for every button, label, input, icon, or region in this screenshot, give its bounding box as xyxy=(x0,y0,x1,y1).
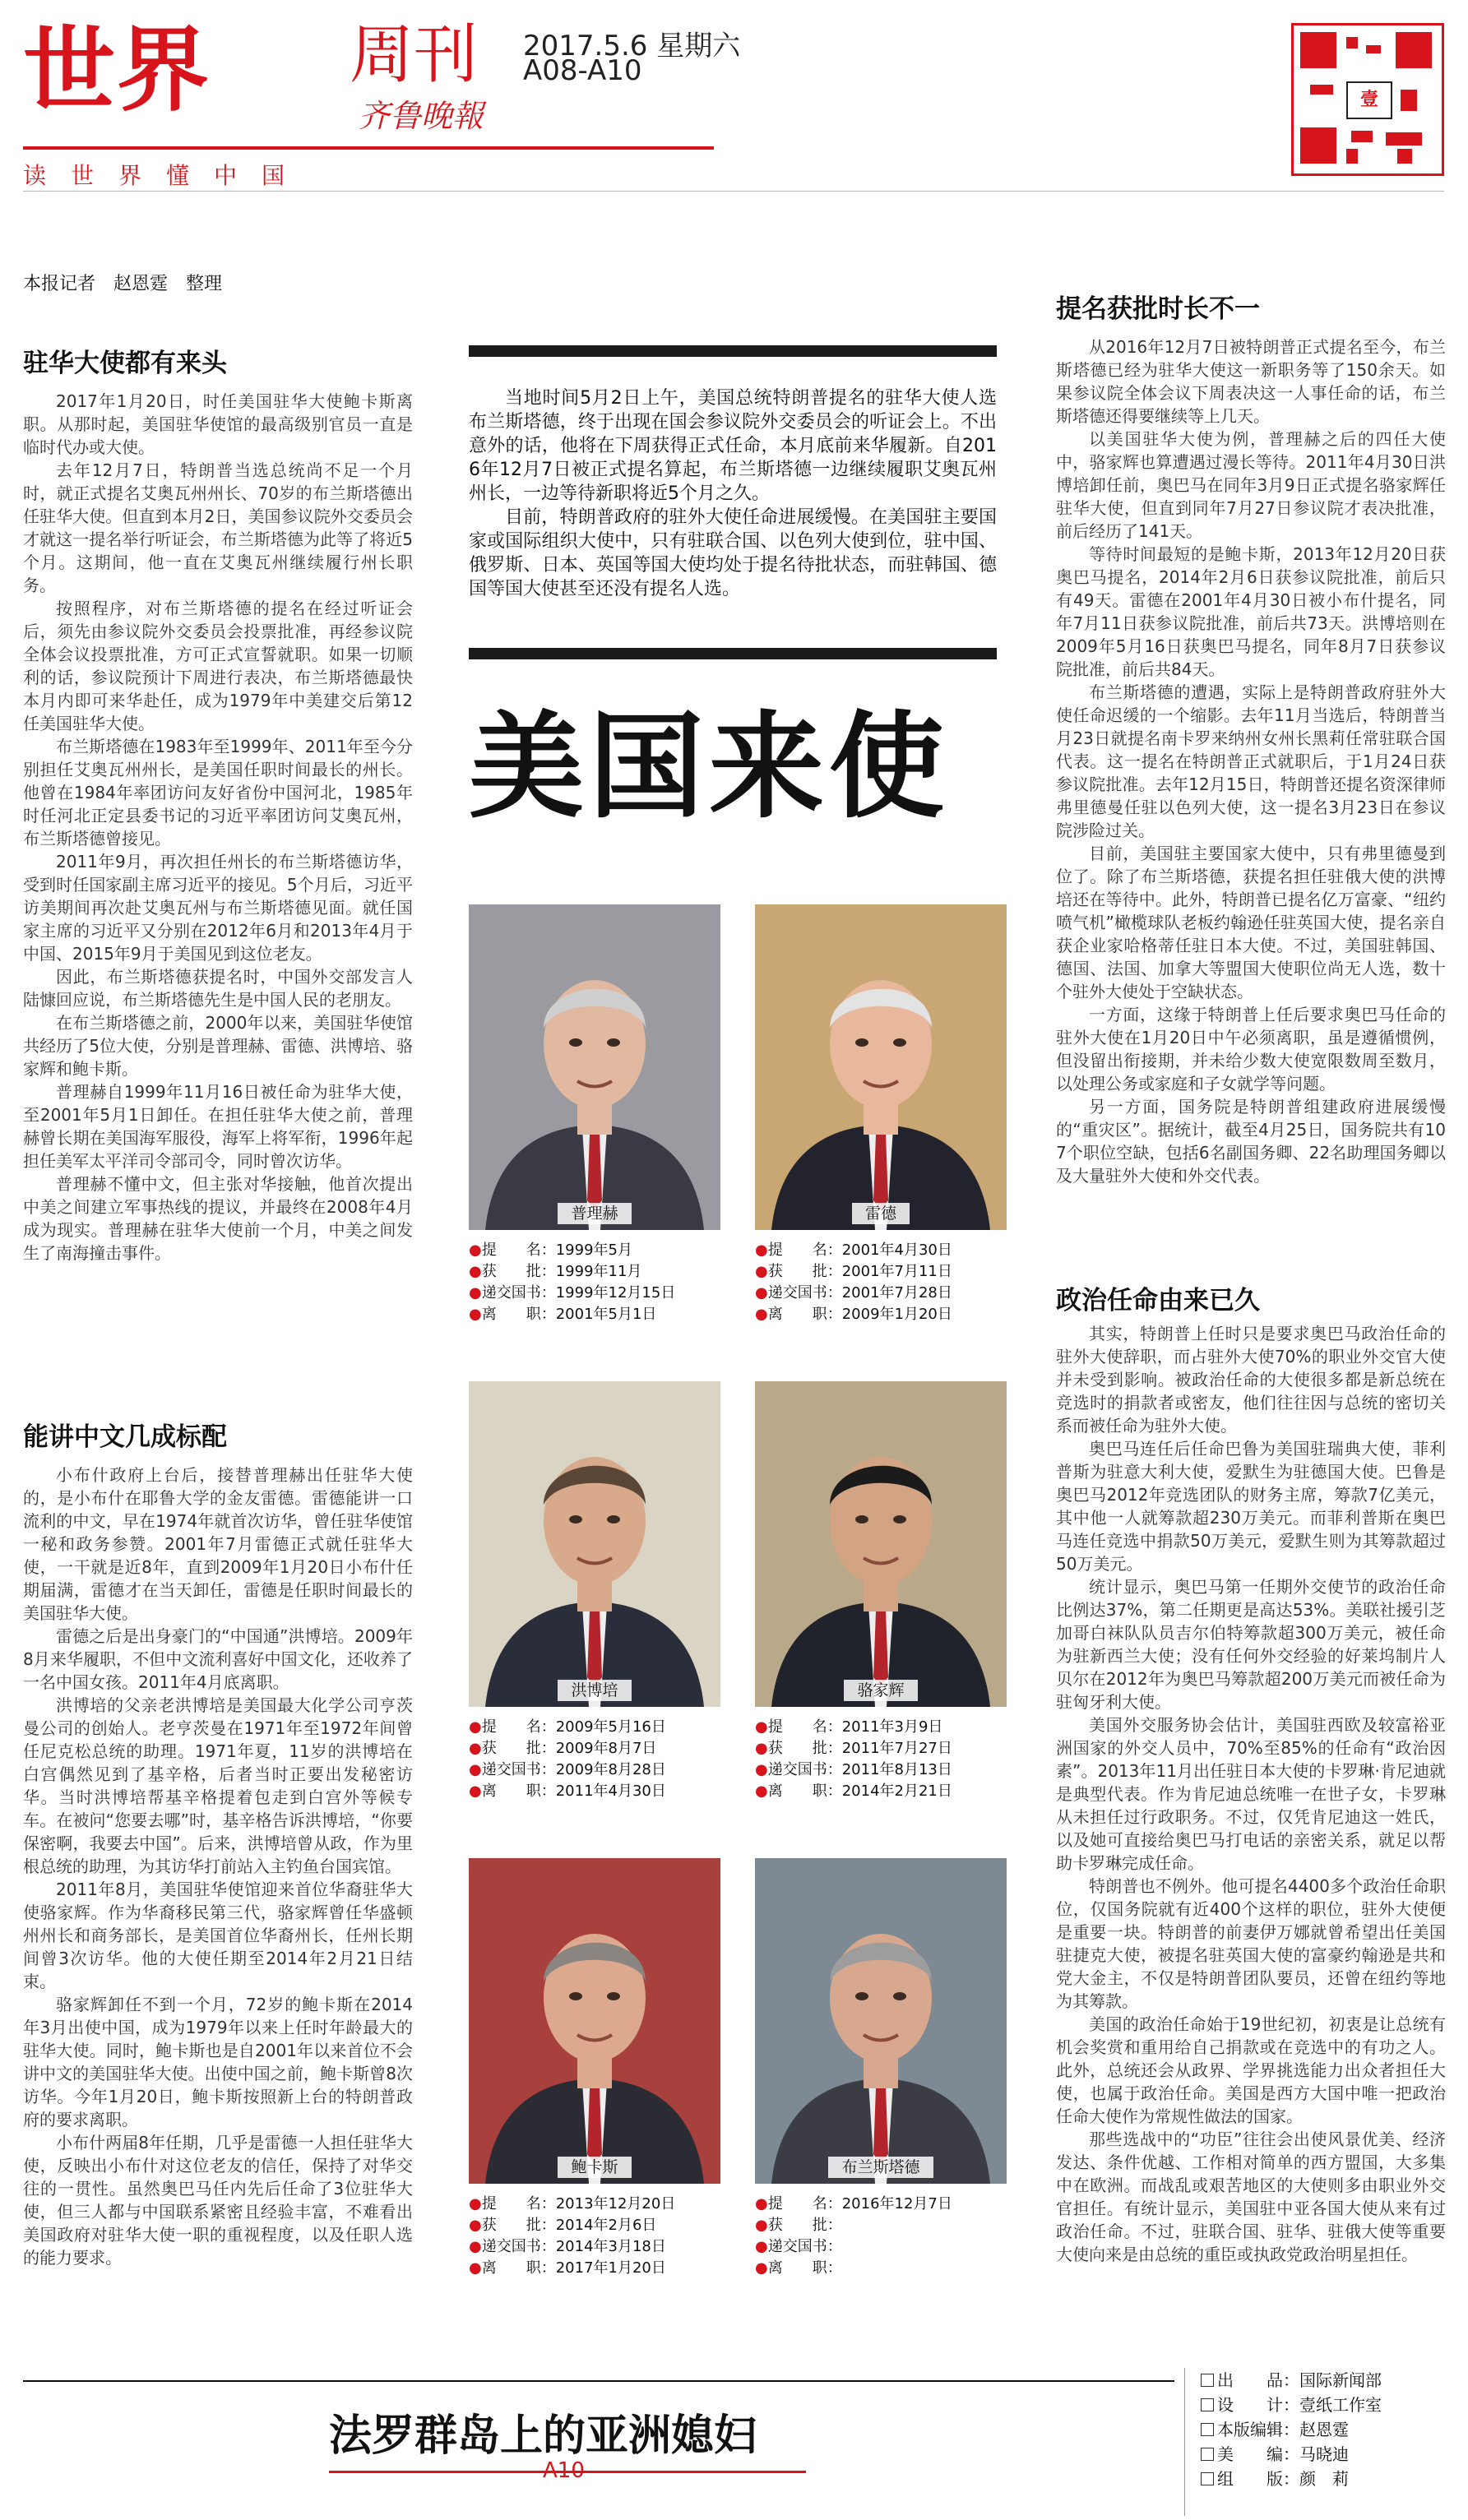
ambassador-photo xyxy=(755,904,1007,1230)
paragraph: 小布什政府上台后，接替普理赫出任驻华大使的，是小布什在耶鲁大学的金友雷德。雷德能讲一口流利的中文，早在1974年就首次访华，曾任驻华使馆一秘和政务参赞。2001年7月雷德正式就任驻华大使，一干就是近8年，直到2009年1月20日小布什任期届满，雷德才在当天卸任，雷德是任职时间最长的美国驻华大使。 xyxy=(23,1465,413,1623)
masthead-logo: 世界 xyxy=(23,17,211,124)
timeline-row-left: ●离 职：2001年5月1日 xyxy=(469,1306,657,1323)
bullet-icon: ● xyxy=(469,2259,482,2277)
timeline-row-approved: ●获 批：2011年7月27日 xyxy=(755,1740,952,1757)
paragraph: 奥巴马连任后任命巴鲁为美国驻瑞典大使，菲利普斯为驻意大利大使，爱默生为驻德国大使。巴鲁是奥巴马2012年竞选团队的财务主席，筹款7亿美元，其中他一人就筹款超230万美元。而菲利普斯在奥巴马连任竞选中捐款50万美元，爱默生则为其筹款超过50万美元。 xyxy=(1056,1439,1446,1574)
paragraph: 另一方面，国务院是特朗普组建政府进展缓慢的“重灾区”。据统计，截至4月25日，国务院共有107个职位空缺，包括6名副国务卿、22名助理国务卿以及大量驻外大使和外交代表。 xyxy=(1056,1097,1446,1186)
lead-bottom-bar xyxy=(469,648,997,659)
ambassador-timeline xyxy=(469,1717,720,1802)
portrait-caption: 鲍卡斯 xyxy=(469,2155,720,2177)
paragraph: 按照程序，对布兰斯塔德的提名在经过听证会后，须先由参议院外交委员会投票批准，再经参议院全体会议投票批准，方可正式宣誓就职。如果一切顺利的话，参议院预计下周进行表决，布兰斯塔德最快本月内即可来华赴任，成为1979年中美建交后第12任美国驻华大使。 xyxy=(23,599,413,733)
paragraph: 以美国驻华大使为例，普理赫之后的四任大使中，骆家辉也算遭遇过漫长等待。2011年4月30日洪博培卸任前，奥巴马在同年3月9日正式提名骆家辉任驻华大使，但直到同年7月27日参议院才表决批准，前后经历了141天。 xyxy=(1056,429,1446,541)
bullet-icon: ● xyxy=(469,1782,482,1800)
issue-pages: A08-A10 xyxy=(523,54,642,87)
masthead-slogan: 读世界懂中国 xyxy=(23,162,310,189)
paragraph: 美国外交服务协会估计，美国驻西欧及较富裕亚洲国家的外交人员中，70%至85%的任命有“政治因素”。2013年11月出任驻日本大使的卡罗琳·肯尼迪就是典型代表。作为肯尼迪总统唯一在世子女，卡罗琳从未担任过行政职务。不过，仅凭肯尼迪这一姓氏，以及她可直接给奥巴马打电话的亲密关系，就足以帮助卡罗琳完成任命。 xyxy=(1056,1715,1446,1873)
portrait-image xyxy=(469,1858,720,2184)
paragraph: 2011年8月，美国驻华使馆迎来首位华裔驻华大使骆家辉。作为华裔移民第三代，骆家辉曾任华盛顿州州长和商务部长，是美国首位华裔州长，任州长期间曾3次访华。他的大使任期至2014年2月21日结束。 xyxy=(23,1880,413,1991)
byline: 本报记者 赵恩霆 整理 xyxy=(23,274,223,294)
portrait-image xyxy=(755,1858,1007,2184)
timeline-row-credentials: ●递交国书：2014年3月18日 xyxy=(469,2238,666,2255)
bullet-icon: ● xyxy=(755,1740,768,1757)
bullet-icon: ● xyxy=(469,2238,482,2255)
bullet-icon: ● xyxy=(469,1761,482,1778)
paragraph: 布兰斯塔德在1983年至1999年、2011年至今分别担任艾奥瓦州州长，是美国任职时间最长的州长。他曾在1984年率团访问友好省份中国河北，1985年时任河北正定县委书记的习近平率团访问艾奥瓦州，布兰斯塔德曾接见。 xyxy=(23,737,413,848)
timeline-row-approved: ●获 批：1999年11月 xyxy=(469,1263,642,1280)
paragraph: 特朗普也不例外。他可提名4400多个政治任命职位，仅国务院就有近400个这样的职位，驻外大使便是重要一块。特朗普的前妻伊万娜就曾希望出任美国驻捷克大使，被提名驻英国大使的富豪约翰逊是共和党大金主，不仅是特朗普团队要员，还曾在纽约等地为其筹款。 xyxy=(1056,1876,1446,2011)
credit-line: 组 版：颜 莉 xyxy=(1201,2467,1382,2491)
bullet-icon: ● xyxy=(755,1284,768,1302)
portrait-image xyxy=(755,1381,1007,1707)
bullet-icon: ● xyxy=(755,2195,768,2213)
masthead-rule xyxy=(23,146,714,150)
paragraph: 等待时间最短的是鲍卡斯，2013年12月20日获奥巴马提名，2014年2月6日获参议院批准，前后只有49天。雷德在2001年4月30日被小布什提名，同年7月11日获参议院批准，前后共73天。洪博培则在2009年5月16日获奥巴马提名，同年8月7日获参议院批准，前后共84天。 xyxy=(1056,544,1446,679)
timeline-row-credentials: ●递交国书： xyxy=(755,2238,842,2255)
bullet-icon: ● xyxy=(469,2217,482,2234)
timeline-row-credentials: ●递交国书：2009年8月28日 xyxy=(469,1761,666,1778)
portrait-caption: 普理赫 xyxy=(469,1201,720,1223)
credits-block xyxy=(1201,2368,1382,2491)
bullet-icon: ● xyxy=(469,1306,482,1323)
paragraph: 洪博培的父亲老洪博培是美国最大化学公司亨茨曼公司的创始人。老亨茨曼在1971年至1972年间曾任尼克松总统的助理。1971年夏，11岁的洪博培在白宫偶然见到了基辛格，后者当时正要出发秘密访华。当时洪博培帮基辛格提着包走到白宫外等候专车。在被问“您要去哪”时，基辛格告诉洪博培，“你要保密啊，我要去中国”。后来，洪博培曾从政，作为里根总统的助理，为其访华打前站入主钓鱼台国宾馆。 xyxy=(23,1695,413,1876)
paragraph: 普理赫自1999年11月16日被任命为驻华大使，至2001年5月1日卸任。在担任驻华大使之前，普理赫曾长期在美国海军服役，海军上将军衔，1996年起担任美军太平洋司令部司令，同时曾次访华。 xyxy=(23,1082,413,1171)
qr-badge: 壹 xyxy=(1346,81,1392,119)
timeline-row-approved: ●获 批：2014年2月6日 xyxy=(469,2217,657,2234)
credit-line: 出 品：国际新闻部 xyxy=(1201,2368,1382,2393)
section-body-3 xyxy=(1056,335,1446,1187)
paragraph: 普理赫不懂中文，但主张对华接触，他首次提出中美之间建立军事热线的提议，并最终在2008年4月成为现实。普理赫在驻华大使前一个月，中美之间发生了南海撞击事件。 xyxy=(23,1174,413,1263)
bullet-icon: ● xyxy=(755,1782,768,1800)
paragraph: 小布什两届8年任期，几乎是雷德一人担任驻华大使，反映出小布什对这位老友的信任，保持了对华交往的一贯性。虽然奥巴马任内先后任命了3位驻华大使，但三人都与中国联系紧密且经验丰富，不难看出美国政府对驻华大使一职的重视程度，以及任职人选的能力要求。 xyxy=(23,2133,413,2268)
timeline-row-left: ●离 职：2011年4月30日 xyxy=(469,1782,666,1800)
ambassador-photo xyxy=(755,1858,1007,2184)
teaser-headline[interactable]: 法罗群岛上的亚洲媳妇 xyxy=(329,2411,757,2461)
paragraph: 那些选战中的“功臣”往往会出使风景优美、经济发达、条件优越、工作相对简单的西方盟国，大多集中在欧洲。而战乱或艰苦地区的大使则多由职业外交官担任。有统计显示，美国驻中亚各国大使从来有过政治任命。不过，驻联合国、驻华、驻俄大使等重要大使向来是由总统的重臣或执政党政治明星担任。 xyxy=(1056,2129,1446,2264)
bullet-icon: ● xyxy=(469,1740,482,1757)
paragraph: 当地时间5月2日上午，美国总统特朗普提名的驻华大使人选布兰斯塔德，终于出现在国会参议院外交委员会的听证会上。不出意外的话，他将在下周获得正式任命，本月底前来华履新。自2016年12月7日被正式提名算起，布兰斯塔德一边继续履职艾奥瓦州州长，一边等待新职将近5个月之久。 xyxy=(469,388,997,504)
portrait-image xyxy=(469,1381,720,1707)
portrait-caption: 洪博培 xyxy=(469,1678,720,1700)
section-body-1 xyxy=(23,390,413,1265)
section-title-2: 能讲中文几成标配 xyxy=(23,1422,227,1452)
bullet-icon: ● xyxy=(755,1718,768,1736)
paragraph: 雷德之后是出身豪门的“中国通”洪博培。2009年8月来华履职，不但中文流利喜好中国文化，还收养了一名中国女孩。2011年4月底离职。 xyxy=(23,1626,413,1692)
portrait-image xyxy=(755,904,1007,1230)
bullet-icon: ● xyxy=(469,1242,482,1259)
paragraph: 一方面，这缘于特朗普上任后要求奥巴马任命的驻外大使在1月20日中午必须离职，虽是遵循惯例，但没留出衔接期，并未给少数大使宽限数周至数月，以处理公务或家庭和子女就学等问题。 xyxy=(1056,1005,1446,1094)
paragraph: 因此，布兰斯塔德获提名时，中国外交部发言人陆慷回应说，布兰斯塔德先生是中国人民的老朋友。 xyxy=(23,967,413,1010)
paragraph: 从2016年12月7日被特朗普正式提名至今，布兰斯塔德已经为驻华大使这一新职务等了150余天。如果参议院全体会议下周表决这一人事任命的话，布兰斯塔德还得要继续等上几天。 xyxy=(1056,337,1446,426)
timeline-row-nominated: ●提 名：2013年12月20日 xyxy=(469,2195,676,2213)
paragraph: 布兰斯塔德的遭遇，实际上是特朗普政府驻外大使任命迟缓的一个缩影。去年11月当选后，特朗普当月23日就提名南卡罗来纳州女州长黑莉任常驻联合国代表。这一提名在特朗普正式就职后，于1月24日获参议院批准。去年12月15日，特朗普还提名资深律师弗里德曼任驻以色列大使，这一提名3月23日在参议院涉险过关。 xyxy=(1056,682,1446,840)
lead-top-bar xyxy=(469,345,997,357)
timeline-row-left: ●离 职：2009年1月20日 xyxy=(755,1306,952,1323)
timeline-row-approved: ●获 批：2001年7月11日 xyxy=(755,1263,952,1280)
masthead-paper-name: 齐鲁晚報 xyxy=(359,98,484,134)
timeline-row-credentials: ●递交国书：2011年8月13日 xyxy=(755,1761,952,1778)
paragraph: 目前，特朗普政府的驻外大使任命进展缓慢。在美国驻主要国家或国际组织大使中，只有驻联合国、以色列大使到位，驻中国、俄罗斯、日本、英国等国大使均处于提名待批状态，而驻韩国、德国等国大使甚至还没有提名人选。 xyxy=(469,507,997,599)
qr-code[interactable] xyxy=(1291,23,1444,176)
header-divider xyxy=(23,191,1444,192)
bullet-icon: ● xyxy=(755,2259,768,2277)
ambassador-photo xyxy=(469,1381,720,1707)
ambassador-timeline xyxy=(755,1717,1007,1802)
bullet-icon: ● xyxy=(469,1718,482,1736)
paragraph: 骆家辉卸任不到一个月，72岁的鲍卡斯在2014年3月出使中国，成为1979年以来上任时年龄最大的驻华大使。同时，鲍卡斯也是自2001年以来首位不会讲中文的美国驻华大使。出使中国之前，鲍卡斯曾8次访华。今年1月20日，鲍卡斯按照新上台的特朗普政府的要求离职。 xyxy=(23,1995,413,2129)
ambassador-photo xyxy=(755,1381,1007,1707)
section-title-3: 提名获批时长不一 xyxy=(1056,294,1260,324)
bullet-icon: ● xyxy=(755,2238,768,2255)
paragraph: 其实，特朗普上任时只是要求奥巴马政治任命的驻外大使辞职，而占驻外大使70%的职业外交官大使并未受到影响。被政治任命的大使很多都是新总统在竞选时的捐款者或密友，他们往往因与总统的密切关系而被任命为驻外大使。 xyxy=(1056,1324,1446,1436)
timeline-row-credentials: ●递交国书：2001年7月28日 xyxy=(755,1284,952,1302)
paragraph: 2017年1月20日，时任美国驻华大使鲍卡斯离职。从那时起，美国驻华使馆的最高级别官员一直是临时代办或大使。 xyxy=(23,391,413,457)
section-body-4 xyxy=(1056,1322,1446,2266)
ambassador-timeline xyxy=(755,2194,1007,2279)
portrait-caption: 雷德 xyxy=(755,1201,1007,1223)
timeline-row-left: ●离 职：2014年2月21日 xyxy=(755,1782,952,1800)
bullet-icon: ● xyxy=(469,2195,482,2213)
ambassador-photo xyxy=(469,904,720,1230)
bullet-icon: ● xyxy=(755,1242,768,1259)
bullet-icon: ● xyxy=(755,1761,768,1778)
checkbox-icon xyxy=(1201,2398,1214,2411)
bullet-icon: ● xyxy=(755,1263,768,1280)
teaser-page: A10 xyxy=(543,2458,585,2483)
paragraph: 在布兰斯塔德之前，2000年以来，美国驻华使馆共经历了5位大使，分别是普理赫、雷德、洪博培、骆家辉和鲍卡斯。 xyxy=(23,1013,413,1079)
credit-line: 设 计：壹纸工作室 xyxy=(1201,2393,1382,2417)
paragraph: 2011年9月，再次担任州长的布兰斯塔德访华，受到时任国家副主席习近平的接见。5个月后，习近平访美期间再次赴艾奥瓦州与布兰斯塔德见面。就任国家主席的习近平又分别在2012年6月和2013年4月于中国、2015年9月于美国见到这位老友。 xyxy=(23,852,413,964)
paragraph: 去年12月7日，特朗普当选总统尚不足一个月时，就正式提名艾奥瓦州州长、70岁的布兰斯塔德出任驻华大使。但直到本月2日，美国参议院外交委员会才就这一提名举行听证会，布兰斯塔德为此等了将近5个月。这期间，他一直在艾奥瓦州继续履行州长职务。 xyxy=(23,460,413,595)
credit-line: 本版编辑：赵恩霆 xyxy=(1201,2417,1382,2442)
ambassador-timeline xyxy=(469,1240,720,1325)
headline: 美国来使 xyxy=(469,701,950,835)
timeline-row-nominated: ●提 名：2011年3月9日 xyxy=(755,1718,943,1736)
bullet-icon: ● xyxy=(755,1306,768,1323)
ambassador-timeline xyxy=(469,2194,720,2279)
section-title-1: 驻华大使都有来头 xyxy=(23,349,227,378)
paragraph: 美国的政治任命始于19世纪初，初衷是让总统有机会奖赏和重用给自己捐款或在竞选中的有功之人。此外，总统还会从政界、学界挑选能力出众者担任大使，也属于政治任命。美国是西方大国中唯一把政治任命大使作为常规性做法的国家。 xyxy=(1056,2014,1446,2126)
portrait-image xyxy=(469,904,720,1230)
checkbox-icon xyxy=(1201,2423,1214,2436)
section-body-2 xyxy=(23,1463,413,2269)
timeline-row-nominated: ●提 名：1999年5月 xyxy=(469,1242,632,1259)
credit-line: 美 编：马晓迪 xyxy=(1201,2442,1382,2467)
timeline-row-credentials: ●递交国书：1999年12月15日 xyxy=(469,1284,676,1302)
ambassador-photo xyxy=(469,1858,720,2184)
paragraph: 目前，美国驻主要国家大使中，只有弗里德曼到位了。除了布兰斯塔德，获提名担任驻俄大使的洪博培还在等待中。此外，特朗普已提名亿万富豪、“纽约喷气机”橄榄球队老板约翰逊任驻英国大使，提名亲自获企业家哈格蒂任驻日本大使。不过，美国驻韩国、德国、法国、加拿大等盟国大使职位尚无人选，数十个驻外大使处于空缺状态。 xyxy=(1056,844,1446,1001)
lead-paragraphs xyxy=(469,386,997,601)
timeline-row-approved: ●获 批： xyxy=(755,2217,842,2234)
timeline-row-left: ●离 职：2017年1月20日 xyxy=(469,2259,666,2277)
bullet-icon: ● xyxy=(469,1284,482,1302)
timeline-row-approved: ●获 批：2009年8月7日 xyxy=(469,1740,657,1757)
footer-rule xyxy=(23,2380,1174,2382)
timeline-row-left: ●离 职： xyxy=(755,2259,842,2277)
bullet-icon: ● xyxy=(755,2217,768,2234)
paragraph: 统计显示，奥巴马第一任期外交使节的政治任命比例达37%，第二任期更是高达53%。美联社援引芝加哥白袜队队员吉尔伯特筹款超300万美元，被任命为驻新西兰大使；没有任何外交经验的好莱坞制片人贝尔在2012年为奥巴马筹款超200万美元而被任命为驻匈牙利大使。 xyxy=(1056,1577,1446,1712)
portrait-caption: 骆家辉 xyxy=(755,1678,1007,1700)
masthead-weekly: 周刊 xyxy=(350,18,479,92)
timeline-row-nominated: ●提 名：2009年5月16日 xyxy=(469,1718,666,1736)
timeline-row-nominated: ●提 名：2016年12月7日 xyxy=(755,2195,952,2213)
ambassador-timeline xyxy=(755,1240,1007,1325)
portrait-caption: 布兰斯塔德 xyxy=(755,2155,1007,2177)
timeline-row-nominated: ●提 名：2001年4月30日 xyxy=(755,1242,952,1259)
credits-divider xyxy=(1184,2368,1185,2516)
section-title-4: 政治任命由来已久 xyxy=(1056,1286,1260,1315)
issue-date: 2017.5.6 星期六 xyxy=(523,30,741,62)
checkbox-icon xyxy=(1201,2374,1214,2387)
checkbox-icon xyxy=(1201,2448,1214,2461)
checkbox-icon xyxy=(1201,2472,1214,2485)
bullet-icon: ● xyxy=(469,1263,482,1280)
